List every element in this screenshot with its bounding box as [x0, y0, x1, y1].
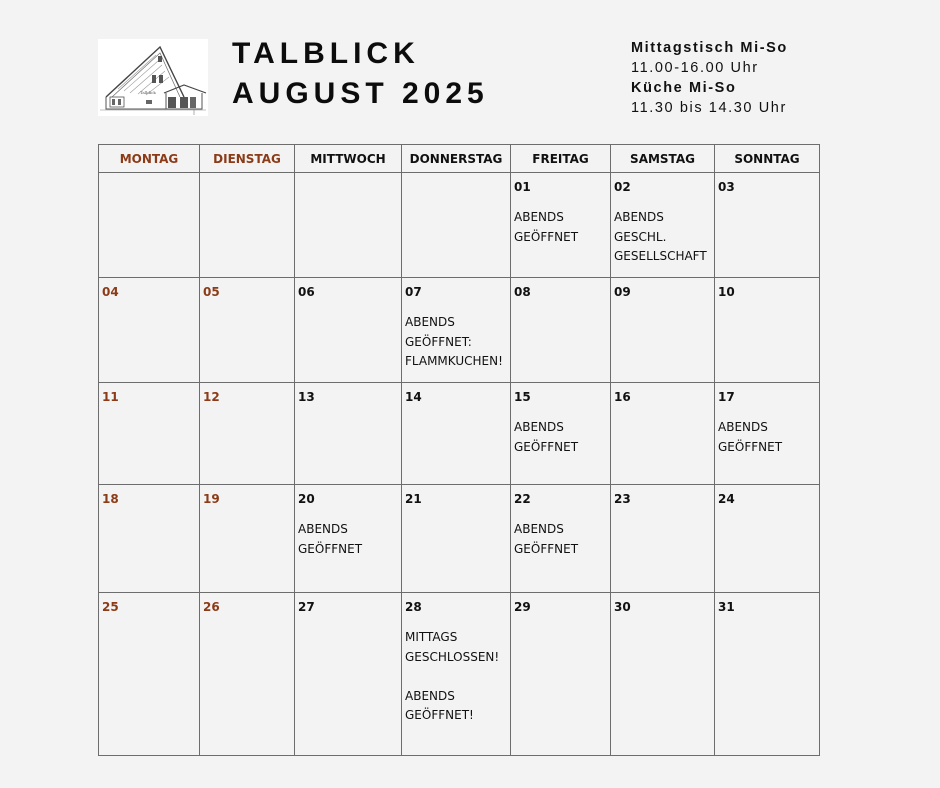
day-number: 14 [405, 390, 422, 404]
day-number: 03 [718, 180, 735, 194]
calendar-day-cell [511, 383, 611, 485]
day-note: ABENDS GEÖFFNET [514, 210, 579, 244]
day-number: 29 [514, 600, 531, 614]
calendar-day-cell [295, 383, 402, 485]
calendar-day-cell [611, 593, 715, 756]
calendar-day-cell [200, 383, 295, 485]
day-number: 06 [298, 285, 315, 299]
day-number: 08 [514, 285, 531, 299]
weekday-tuesday: DIENSTAG [200, 145, 295, 173]
calendar-day-cell [511, 278, 611, 383]
title-line-month: AUGUST 2025 [232, 77, 489, 110]
day-note: ABENDS GEÖFFNET [298, 522, 363, 556]
lunch-hours: 11.00-16.00 Uhr [631, 60, 759, 76]
day-number: 17 [718, 390, 735, 404]
day-note: ABENDS GEÖFFNET [514, 420, 579, 454]
day-number: 13 [298, 390, 315, 404]
opening-hours [631, 38, 788, 118]
lunch-days-label: Mittagstisch Mi-So [631, 40, 788, 56]
house-sketch-icon [98, 39, 208, 116]
calendar-day-cell [511, 173, 611, 278]
day-number: 19 [203, 492, 220, 506]
calendar-day-cell [715, 173, 820, 278]
calendar-day-cell [511, 485, 611, 593]
calendar-day-cell [715, 383, 820, 485]
calendar-day-cell [402, 278, 511, 383]
calendar-day-cell [295, 278, 402, 383]
day-number: 27 [298, 600, 315, 614]
calendar-day-cell [99, 173, 200, 278]
calendar-day-cell [295, 485, 402, 593]
day-number: 28 [405, 600, 422, 614]
day-number: 21 [405, 492, 422, 506]
calendar-week-row [99, 593, 820, 756]
calendar-grid [98, 144, 820, 756]
day-number: 16 [614, 390, 631, 404]
weekday-monday: MONTAG [99, 145, 200, 173]
calendar-day-cell [611, 173, 715, 278]
day-number: 23 [614, 492, 631, 506]
weekday-sunday: SONNTAG [715, 145, 820, 173]
calendar-day-cell [715, 593, 820, 756]
day-number: 10 [718, 285, 735, 299]
day-number: 22 [514, 492, 531, 506]
calendar-day-cell [99, 278, 200, 383]
calendar-day-cell [715, 485, 820, 593]
kitchen-days-label: Küche Mi-So [631, 80, 737, 96]
calendar-day-cell [295, 173, 402, 278]
calendar-week-row [99, 383, 820, 485]
weekday-saturday: SAMSTAG [611, 145, 715, 173]
calendar-day-cell [402, 173, 511, 278]
day-number: 02 [614, 180, 631, 194]
weekday-thursday: DONNERSTAG [402, 145, 511, 173]
calendar-day-cell [402, 593, 511, 756]
kitchen-hours: 11.30 bis 14.30 Uhr [631, 100, 787, 116]
weekday-friday: FREITAG [511, 145, 611, 173]
day-number: 18 [102, 492, 119, 506]
title-line-name: TALBLICK [232, 37, 420, 70]
calendar-day-cell [402, 485, 511, 593]
day-note: ABENDS GEÖFFNET: FLAMMKUCHEN! [405, 315, 503, 368]
day-number: 01 [514, 180, 531, 194]
day-number: 07 [405, 285, 422, 299]
day-number: 24 [718, 492, 735, 506]
day-number: 20 [298, 492, 315, 506]
day-number: 04 [102, 285, 119, 299]
day-number: 26 [203, 600, 220, 614]
calendar-week-row [99, 278, 820, 383]
day-number: 12 [203, 390, 220, 404]
day-note: MITTAGS GESCHLOSSEN! ABENDS GEÖFFNET! [405, 630, 500, 722]
day-number: 09 [614, 285, 631, 299]
calendar-day-cell [200, 173, 295, 278]
calendar-day-cell [295, 593, 402, 756]
day-number: 11 [102, 390, 119, 404]
weekday-header-row [99, 145, 820, 173]
calendar-day-cell [99, 383, 200, 485]
calendar-day-cell [99, 485, 200, 593]
day-number: 05 [203, 285, 220, 299]
calendar-day-cell [611, 278, 715, 383]
day-number: 30 [614, 600, 631, 614]
calendar-day-cell [200, 278, 295, 383]
page-title [232, 34, 489, 114]
day-number: 31 [718, 600, 735, 614]
day-note: ABENDS GESCHL. GESELLSCHAFT [614, 210, 707, 263]
day-note: ABENDS GEÖFFNET [718, 420, 783, 454]
calendar-day-cell [200, 593, 295, 756]
calendar-day-cell [402, 383, 511, 485]
weekday-wednesday: MITTWOCH [295, 145, 402, 173]
calendar-week-row [99, 173, 820, 278]
day-number: 25 [102, 600, 119, 614]
calendar-day-cell [511, 593, 611, 756]
calendar-week-row [99, 485, 820, 593]
logo-script-text: Talblick [140, 90, 156, 95]
day-number: 15 [514, 390, 531, 404]
day-note: ABENDS GEÖFFNET [514, 522, 579, 556]
calendar-day-cell [715, 278, 820, 383]
calendar-day-cell [200, 485, 295, 593]
calendar-day-cell [611, 383, 715, 485]
calendar-day-cell [99, 593, 200, 756]
restaurant-logo [98, 39, 208, 116]
calendar-day-cell [611, 485, 715, 593]
